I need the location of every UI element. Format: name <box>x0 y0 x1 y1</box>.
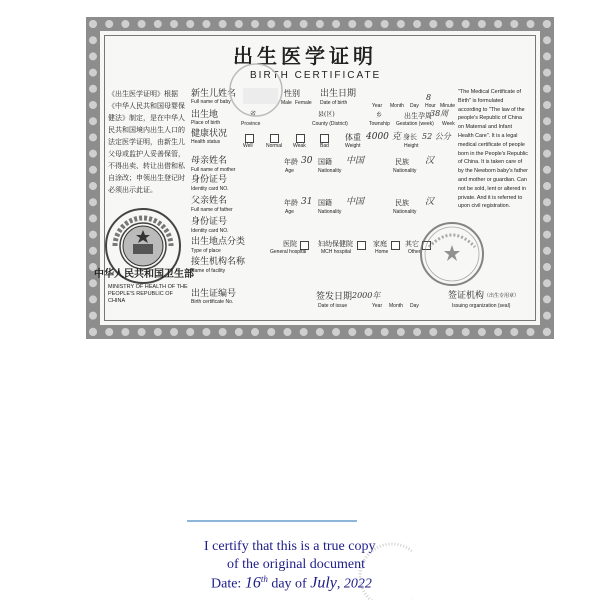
place-mch-en: MCH hospital <box>321 249 352 255</box>
certify-date-day: 16 <box>244 574 261 592</box>
birth-seal <box>417 219 487 289</box>
issue-month-unit: Month <box>389 303 403 309</box>
health-label: 健康状况 <box>191 129 228 139</box>
baby-name-label-en: Full name of baby <box>191 99 231 105</box>
certify-day-of: day of <box>271 576 307 592</box>
father-nationality-value: 中国 <box>346 197 365 207</box>
place-mch-cn: 妇幼保健院 <box>318 240 353 248</box>
certify-line2: of the original document <box>227 557 366 572</box>
issue-year-value: 2000年 <box>352 291 381 300</box>
certify-date-label: Date: <box>211 576 242 592</box>
mother-age-label: 年龄 <box>284 158 298 166</box>
father-id-label: 身份证号 <box>191 217 228 227</box>
mother-nationality-label-en: Nationality <box>318 168 342 174</box>
gestation-label: 出生孕周 <box>404 112 432 120</box>
weight-value: 4000 克 <box>366 132 401 142</box>
health-bad: Bad <box>320 143 329 149</box>
place-home-checkbox <box>391 241 400 250</box>
weight-label: 体重 <box>345 133 361 142</box>
birth-date-label-en: Date of birth <box>320 100 348 106</box>
issuing-org-label: 签证机构 <box>448 291 485 301</box>
place-other-en: Other <box>408 249 421 255</box>
birth-minute-unit: Minute <box>440 103 456 109</box>
province-value: 省 <box>250 111 257 118</box>
father-age-label-en: Age <box>285 209 294 215</box>
place-mch-checkbox <box>357 241 366 250</box>
gestation-label-en: Gestation (week) <box>396 121 434 127</box>
gestation-week-unit: Week <box>442 121 455 127</box>
birth-hour-unit: Hour <box>425 103 436 109</box>
father-age-value: 31 <box>301 197 313 207</box>
title-chinese: 出生医学证明 <box>233 44 377 68</box>
health-normal: Normal <box>266 143 283 149</box>
height-value: 52 公分 <box>422 132 451 141</box>
health-weak: Weak <box>293 143 306 149</box>
father-name-label-en: Full name of father <box>191 207 233 213</box>
weight-label-en: Weight <box>345 143 361 149</box>
birth-hour-value: 8 <box>426 93 432 102</box>
mother-age-value: 30 <box>301 156 313 166</box>
father-nationality-label: 国籍 <box>318 199 332 207</box>
health-well-checkbox <box>245 134 254 143</box>
certify-date-sup: th <box>260 574 268 584</box>
sex-label: 性别 <box>284 89 300 98</box>
birth-month-unit: Month <box>390 103 404 109</box>
health-normal-checkbox <box>270 134 279 143</box>
faint-stamp <box>226 60 286 120</box>
issue-year-unit: Year <box>372 303 383 309</box>
place-home-cn: 家庭 <box>373 240 387 248</box>
mother-nationality-label: 国籍 <box>318 158 332 166</box>
certify-month: July <box>310 574 337 592</box>
issuing-org-note: （出生专用章） <box>484 293 520 299</box>
ministry-chinese: 中华人民共和国卫生部 <box>94 269 194 280</box>
baby-name-label: 新生儿姓名 <box>191 89 237 99</box>
facility-label: 接生机构名称 <box>191 257 246 267</box>
certify-line1: I certify that this is a true copy <box>204 539 376 554</box>
title-english: BIRTH CERTIFICATE <box>250 70 382 81</box>
county-unit: County (District) <box>312 121 348 127</box>
facility-label-en: Name of facility <box>191 268 226 274</box>
province-unit: Province <box>241 121 261 127</box>
mother-age-label-en: Age <box>285 168 294 174</box>
county-value: 县(区) <box>318 111 335 118</box>
father-ethnicity-label: 民族 <box>395 199 409 207</box>
preamble-chinese: 《出生医学证明》根据《中华人民共和国母婴保健法》制定，是在中华人民共和国境内出生人口的法定医学证明，由新生儿父母或监护人妥善保管，不得出卖、转让出借和私自涂改；申领出生登记时必须出示此证。 <box>108 90 185 194</box>
mother-ethnicity-label-en: Nationality <box>393 168 417 174</box>
mother-ethnicity-value: 汉 <box>425 156 435 166</box>
birth-year-unit: Year <box>372 103 383 109</box>
health-bad-checkbox <box>320 134 329 143</box>
issue-date-label: 签发日期 <box>316 292 353 302</box>
mother-name-label: 母亲姓名 <box>191 156 228 166</box>
mother-name-label-en: Full name of mother <box>191 167 236 173</box>
cert-number-label: 出生证编号 <box>191 289 237 299</box>
place-type-label-en: Type of place <box>191 248 221 254</box>
birth-day-unit: Day <box>410 103 419 109</box>
birth-place-label-en: Place of birth <box>191 120 221 126</box>
issuing-org-label-en: Issuing organization (seal) <box>452 303 511 309</box>
father-ethnicity-label-en: Nationality <box>393 209 417 215</box>
sex-male: Male <box>281 100 292 106</box>
issue-day-unit: Day <box>410 303 419 309</box>
township-unit: Township <box>369 121 390 127</box>
father-age-label: 年龄 <box>284 199 298 207</box>
mother-id-label-en: Identity card NO. <box>191 186 229 192</box>
ministry-english: MINISTRY OF HEALTH OF THE PEOPLE'S REPUBLIC OF CHINA <box>108 284 188 304</box>
height-label: 身长 <box>403 133 417 141</box>
health-well: Well <box>243 143 253 149</box>
father-name-label: 父亲姓名 <box>191 196 228 206</box>
preamble-english: "The Medical Certificate of Birth" is formulated according to "The law of the people's Republic of China on Maternal and Infant Health Care". It is a legal medical certificate of people born in the People's Republic of China. It is taken care of by the Newborn baby's father and mother or guardian. Can not be sold, lent or altered in private. And it is referred to upon civil registration. <box>458 89 528 210</box>
cert-number-label-en: Birth certificate No. <box>191 299 234 305</box>
birth-place-label: 出生地 <box>191 110 219 120</box>
health-weak-checkbox <box>296 134 305 143</box>
father-ethnicity-value: 汉 <box>425 197 435 207</box>
place-general-en: General hospital <box>270 249 307 255</box>
mother-id-label: 身份证号 <box>191 175 228 185</box>
place-general-cn: 医院 <box>283 240 297 248</box>
sex-female: Female <box>295 100 312 106</box>
place-home-en: Home <box>375 249 389 255</box>
mother-ethnicity-label: 民族 <box>395 158 409 166</box>
father-nationality-label-en: Nationality <box>318 209 342 215</box>
health-label-en: Health status <box>191 139 221 145</box>
certify-year: , 2022 <box>336 576 372 592</box>
place-other-cn: 其它 <box>405 240 419 248</box>
certify-date-line <box>211 574 372 593</box>
birth-date-label: 出生日期 <box>320 89 357 99</box>
father-id-label-en: Identity card NO. <box>191 228 229 234</box>
issue-date-label-en: Date of issue <box>318 303 348 309</box>
township-value: 乡 <box>376 112 383 119</box>
place-type-label: 出生地点分类 <box>191 237 246 247</box>
mother-nationality-value: 中国 <box>346 156 365 166</box>
gestation-value: 38周 <box>430 109 449 118</box>
height-label-en: Height <box>404 143 419 149</box>
